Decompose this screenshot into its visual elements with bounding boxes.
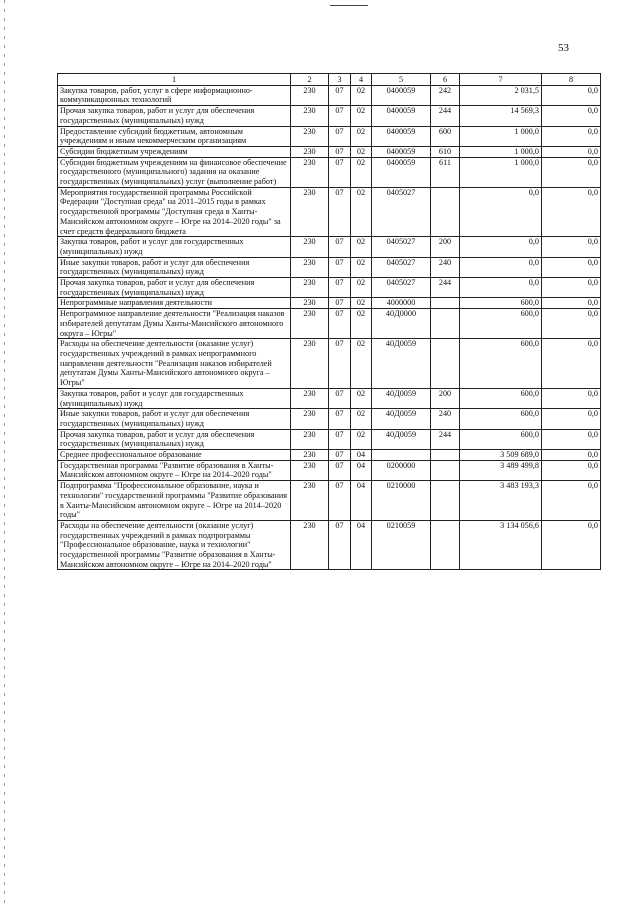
table-row bbox=[58, 126, 601, 146]
code-target-article: 0405027 bbox=[372, 278, 431, 298]
code-expense-type: 244 bbox=[431, 278, 460, 298]
code-admin: 230 bbox=[291, 85, 329, 105]
table-row bbox=[58, 450, 601, 461]
code-section: 07 bbox=[329, 309, 351, 339]
column-header: 7 bbox=[460, 74, 542, 86]
code-target-article: 0210059 bbox=[372, 520, 431, 570]
code-expense-type: 242 bbox=[431, 85, 460, 105]
code-subsection: 02 bbox=[351, 157, 372, 187]
code-section: 07 bbox=[329, 460, 351, 480]
code-expense-type: 611 bbox=[431, 157, 460, 187]
amount: 3 489 499,8 bbox=[460, 460, 542, 480]
code-expense-type: 244 bbox=[431, 106, 460, 126]
code-expense-type bbox=[431, 450, 460, 461]
column-header: 8 bbox=[542, 74, 601, 86]
amount-extra: 0,0 bbox=[542, 106, 601, 126]
table-row bbox=[58, 237, 601, 257]
table-header-row bbox=[58, 74, 601, 86]
code-expense-type bbox=[431, 298, 460, 309]
code-admin: 230 bbox=[291, 298, 329, 309]
code-admin: 230 bbox=[291, 187, 329, 237]
code-section: 07 bbox=[329, 520, 351, 570]
row-name: Закупка товаров, работ и услуг для государственных (муниципальных) нужд bbox=[58, 388, 291, 408]
row-name: Мероприятия государственной программы Российской Федерации "Доступная среда" на 2011–2015 годы в рамках государственной программы "Доступная среда в Ханты-Мансийском автономном округе – Югре на 2014–2020 годы" за счет средств федерального бюджета bbox=[58, 187, 291, 237]
table-row bbox=[58, 106, 601, 126]
page-number: 53 bbox=[558, 42, 569, 54]
code-subsection: 04 bbox=[351, 450, 372, 461]
amount-extra: 0,0 bbox=[542, 460, 601, 480]
top-scan-mark bbox=[330, 5, 368, 6]
table-row bbox=[58, 409, 601, 429]
code-target-article: 0400059 bbox=[372, 146, 431, 157]
code-expense-type bbox=[431, 481, 460, 521]
code-target-article: 0405027 bbox=[372, 237, 431, 257]
code-section: 07 bbox=[329, 187, 351, 237]
code-subsection: 02 bbox=[351, 146, 372, 157]
amount: 3 483 193,3 bbox=[460, 481, 542, 521]
code-section: 07 bbox=[329, 429, 351, 449]
amount-extra: 0,0 bbox=[542, 339, 601, 389]
amount-extra: 0,0 bbox=[542, 146, 601, 157]
row-name: Предоставление субсидий бюджетным, автономным учреждениям и иным некоммерческим организациям bbox=[58, 126, 291, 146]
code-section: 07 bbox=[329, 450, 351, 461]
code-target-article: 40Д0059 bbox=[372, 388, 431, 408]
code-section: 07 bbox=[329, 298, 351, 309]
row-name: Подпрограмма "Профессиональное образование, наука и технологии" государственной программы "Развитие образования в Ханты-Мансийском автономном округе – Югре на 2014–2020 годы" bbox=[58, 481, 291, 521]
amount-extra: 0,0 bbox=[542, 481, 601, 521]
code-section: 07 bbox=[329, 339, 351, 389]
code-expense-type: 240 bbox=[431, 257, 460, 277]
code-expense-type: 244 bbox=[431, 429, 460, 449]
code-admin: 230 bbox=[291, 157, 329, 187]
table-row bbox=[58, 85, 601, 105]
code-subsection: 02 bbox=[351, 409, 372, 429]
table-row bbox=[58, 257, 601, 277]
code-target-article: 40Д0000 bbox=[372, 309, 431, 339]
row-name: Субсидии бюджетным учреждениям bbox=[58, 146, 291, 157]
code-admin: 230 bbox=[291, 460, 329, 480]
row-name: Субсидии бюджетным учреждениям на финансовое обеспечение государственного (муниципального) задания на оказание государственных (муниципальных) услуг (выполнение работ) bbox=[58, 157, 291, 187]
code-section: 07 bbox=[329, 278, 351, 298]
code-subsection: 02 bbox=[351, 278, 372, 298]
code-target-article: 0400059 bbox=[372, 85, 431, 105]
code-admin: 230 bbox=[291, 388, 329, 408]
amount: 14 569,3 bbox=[460, 106, 542, 126]
code-section: 07 bbox=[329, 146, 351, 157]
amount: 600,0 bbox=[460, 388, 542, 408]
code-section: 07 bbox=[329, 106, 351, 126]
amount-extra: 0,0 bbox=[542, 429, 601, 449]
code-target-article: 0405027 bbox=[372, 187, 431, 237]
amount: 0,0 bbox=[460, 237, 542, 257]
row-name: Расходы на обеспечение деятельности (оказание услуг) государственных учреждений в рамках подпрограммы "Профессиональное образование, наука и технологии" государственной программы "Развитие образования в Ханты-Мансийском автономном округе – Югре на 2014–2020 годы" bbox=[58, 520, 291, 570]
amount-extra: 0,0 bbox=[542, 520, 601, 570]
row-name: Прочая закупка товаров, работ и услуг для обеспечения государственных (муниципальных) нужд bbox=[58, 429, 291, 449]
amount: 600,0 bbox=[460, 339, 542, 389]
code-subsection: 02 bbox=[351, 429, 372, 449]
amount-extra: 0,0 bbox=[542, 450, 601, 461]
code-subsection: 02 bbox=[351, 187, 372, 237]
code-section: 07 bbox=[329, 388, 351, 408]
code-admin: 230 bbox=[291, 126, 329, 146]
code-target-article: 40Д0059 bbox=[372, 409, 431, 429]
table-body bbox=[58, 85, 601, 570]
code-target-article: 4000000 bbox=[372, 298, 431, 309]
amount: 0,0 bbox=[460, 257, 542, 277]
amount: 1 000,0 bbox=[460, 126, 542, 146]
code-subsection: 02 bbox=[351, 237, 372, 257]
code-target-article: 0405027 bbox=[372, 257, 431, 277]
code-expense-type bbox=[431, 309, 460, 339]
code-subsection: 02 bbox=[351, 309, 372, 339]
code-admin: 230 bbox=[291, 257, 329, 277]
column-header: 4 bbox=[351, 74, 372, 86]
code-expense-type: 240 bbox=[431, 409, 460, 429]
code-admin: 230 bbox=[291, 278, 329, 298]
scan-edge-marks bbox=[4, 0, 5, 905]
code-admin: 230 bbox=[291, 429, 329, 449]
amount: 600,0 bbox=[460, 298, 542, 309]
column-header: 3 bbox=[329, 74, 351, 86]
code-section: 07 bbox=[329, 85, 351, 105]
amount: 600,0 bbox=[460, 309, 542, 339]
code-section: 07 bbox=[329, 481, 351, 521]
column-header: 1 bbox=[58, 74, 291, 86]
code-admin: 230 bbox=[291, 520, 329, 570]
amount: 600,0 bbox=[460, 409, 542, 429]
amount-extra: 0,0 bbox=[542, 409, 601, 429]
amount: 2 031,5 bbox=[460, 85, 542, 105]
amount-extra: 0,0 bbox=[542, 157, 601, 187]
table-row bbox=[58, 429, 601, 449]
amount: 0,0 bbox=[460, 278, 542, 298]
code-target-article bbox=[372, 450, 431, 461]
code-target-article: 0400059 bbox=[372, 157, 431, 187]
table-row bbox=[58, 187, 601, 237]
row-name: Государственная программа "Развитие образования в Ханты-Мансийском автономном округе – Югре на 2014–2020 годы" bbox=[58, 460, 291, 480]
table-row bbox=[58, 460, 601, 480]
row-name: Иные закупки товаров, работ и услуг для обеспечения государственных (муниципальных) нужд bbox=[58, 257, 291, 277]
budget-table bbox=[57, 73, 601, 570]
row-name: Прочая закупка товаров, работ и услуг для обеспечения государственных (муниципальных) нужд bbox=[58, 106, 291, 126]
row-name: Среднее профессиональное образование bbox=[58, 450, 291, 461]
code-expense-type bbox=[431, 460, 460, 480]
amount: 600,0 bbox=[460, 429, 542, 449]
code-section: 07 bbox=[329, 126, 351, 146]
code-target-article: 0400059 bbox=[372, 106, 431, 126]
code-subsection: 04 bbox=[351, 481, 372, 521]
code-target-article: 0400059 bbox=[372, 126, 431, 146]
code-admin: 230 bbox=[291, 146, 329, 157]
code-subsection: 04 bbox=[351, 460, 372, 480]
code-admin: 230 bbox=[291, 339, 329, 389]
amount: 3 509 689,0 bbox=[460, 450, 542, 461]
amount-extra: 0,0 bbox=[542, 126, 601, 146]
amount-extra: 0,0 bbox=[542, 257, 601, 277]
amount: 0,0 bbox=[460, 187, 542, 237]
code-target-article: 0210000 bbox=[372, 481, 431, 521]
code-admin: 230 bbox=[291, 309, 329, 339]
code-expense-type: 200 bbox=[431, 388, 460, 408]
row-name: Прочая закупка товаров, работ и услуг для обеспечения государственных (муниципальных) нужд bbox=[58, 278, 291, 298]
table-row bbox=[58, 298, 601, 309]
code-expense-type: 200 bbox=[431, 237, 460, 257]
code-admin: 230 bbox=[291, 106, 329, 126]
amount-extra: 0,0 bbox=[542, 278, 601, 298]
amount-extra: 0,0 bbox=[542, 237, 601, 257]
code-admin: 230 bbox=[291, 450, 329, 461]
row-name: Иные закупки товаров, работ и услуг для обеспечения государственных (муниципальных) нужд bbox=[58, 409, 291, 429]
code-subsection: 02 bbox=[351, 298, 372, 309]
column-header: 5 bbox=[372, 74, 431, 86]
amount-extra: 0,0 bbox=[542, 298, 601, 309]
code-subsection: 02 bbox=[351, 106, 372, 126]
code-subsection: 02 bbox=[351, 388, 372, 408]
row-name: Закупка товаров, работ и услуг для государственных (муниципальных) нужд bbox=[58, 237, 291, 257]
code-expense-type bbox=[431, 339, 460, 389]
amount-extra: 0,0 bbox=[542, 85, 601, 105]
table-row bbox=[58, 339, 601, 389]
code-subsection: 02 bbox=[351, 339, 372, 389]
code-target-article: 0200000 bbox=[372, 460, 431, 480]
code-expense-type: 600 bbox=[431, 126, 460, 146]
code-subsection: 02 bbox=[351, 85, 372, 105]
table-row bbox=[58, 520, 601, 570]
amount-extra: 0,0 bbox=[542, 187, 601, 237]
table-row bbox=[58, 309, 601, 339]
table-row bbox=[58, 146, 601, 157]
code-section: 07 bbox=[329, 257, 351, 277]
row-name: Непрограммные направления деятельности bbox=[58, 298, 291, 309]
amount: 3 134 056,6 bbox=[460, 520, 542, 570]
row-name: Расходы на обеспечение деятельности (оказание услуг) государственных учреждений в рамках непрограммного направления деятельности "Реализация наказов избирателей депутатам Думы Ханты-Мансийского автономного округа – Югры" bbox=[58, 339, 291, 389]
amount: 1 000,0 bbox=[460, 157, 542, 187]
amount: 1 000,0 bbox=[460, 146, 542, 157]
table-row bbox=[58, 157, 601, 187]
code-section: 07 bbox=[329, 237, 351, 257]
code-subsection: 04 bbox=[351, 520, 372, 570]
table-row bbox=[58, 388, 601, 408]
code-subsection: 02 bbox=[351, 126, 372, 146]
code-expense-type bbox=[431, 187, 460, 237]
amount-extra: 0,0 bbox=[542, 309, 601, 339]
row-name: Непрограммное направление деятельности "Реализация наказов избирателей депутатам Думы Ханты-Мансийского автономного округа – Югры" bbox=[58, 309, 291, 339]
code-section: 07 bbox=[329, 409, 351, 429]
row-name: Закупка товаров, работ, услуг в сфере информационно-коммуникационных технологий bbox=[58, 85, 291, 105]
code-target-article: 40Д0059 bbox=[372, 339, 431, 389]
code-admin: 230 bbox=[291, 409, 329, 429]
table-row bbox=[58, 278, 601, 298]
code-subsection: 02 bbox=[351, 257, 372, 277]
code-expense-type bbox=[431, 520, 460, 570]
amount-extra: 0,0 bbox=[542, 388, 601, 408]
column-header: 6 bbox=[431, 74, 460, 86]
code-expense-type: 610 bbox=[431, 146, 460, 157]
column-header: 2 bbox=[291, 74, 329, 86]
code-admin: 230 bbox=[291, 237, 329, 257]
table-row bbox=[58, 481, 601, 521]
code-admin: 230 bbox=[291, 481, 329, 521]
code-section: 07 bbox=[329, 157, 351, 187]
code-target-article: 40Д0059 bbox=[372, 429, 431, 449]
